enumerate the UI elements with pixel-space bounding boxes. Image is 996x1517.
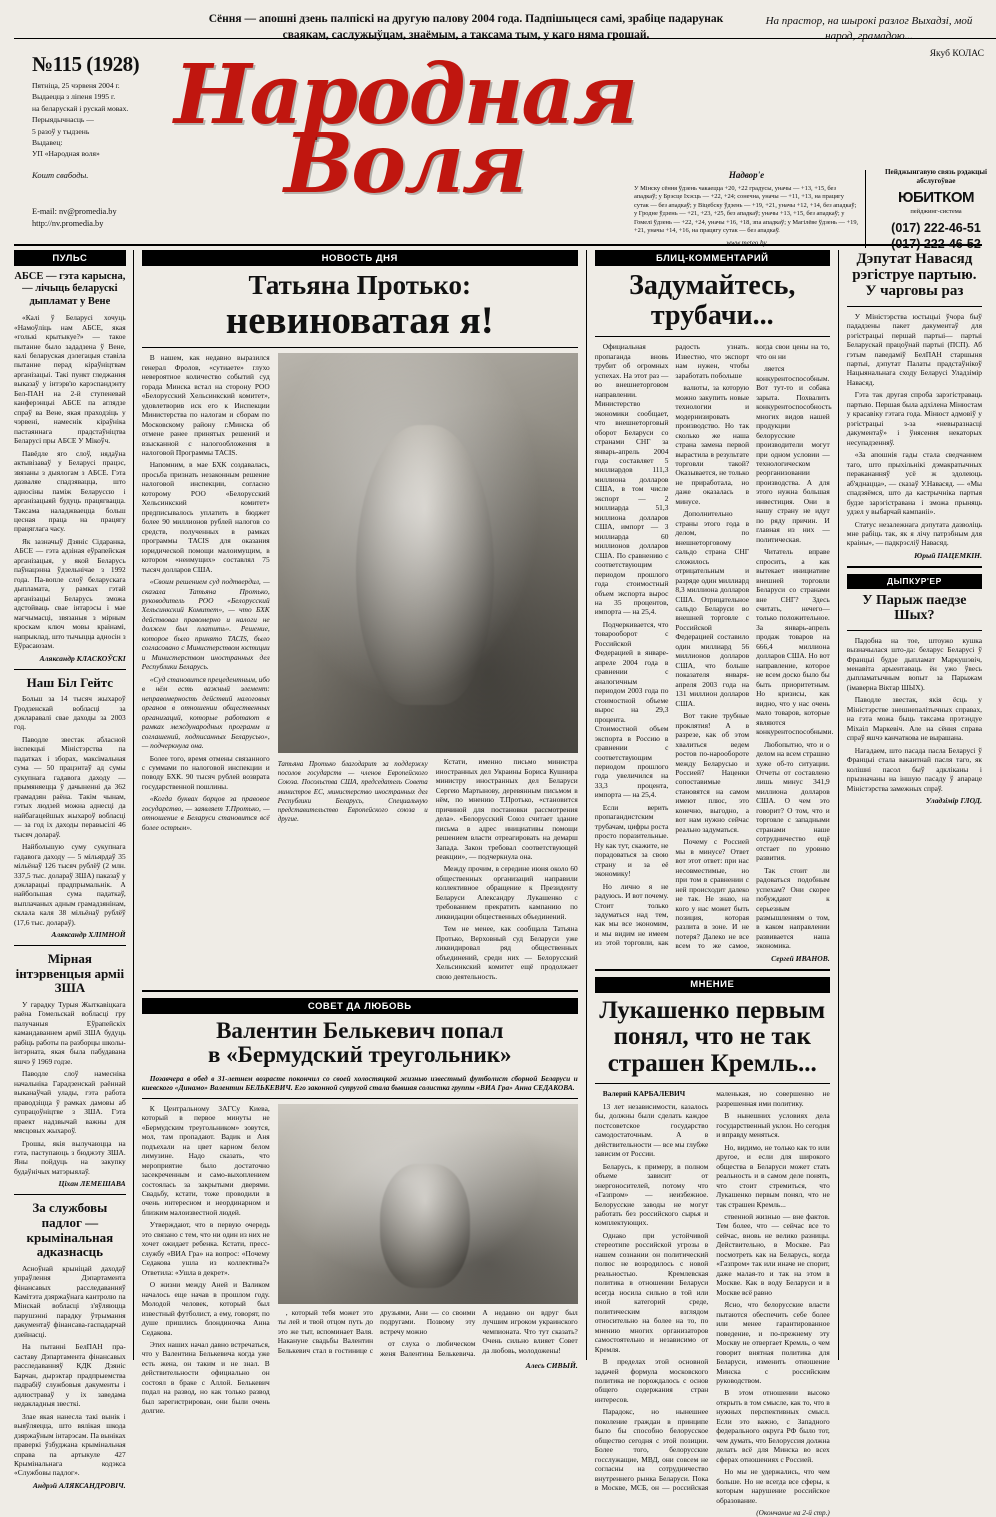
section-tag-sovet: СОВЕТ ДА ЛЮБОВЬ <box>142 998 578 1014</box>
column-lead-story <box>134 250 587 1416</box>
lead-paragraph: Напомним, в мае БХК создавалась, просьба признать незаконным решение налоговой инспекции, согласно которому РОО «Белорусский Хельсинкский комитет» предписывалось уплатить в бюджет более 90 миллионов рублей налогов со средств, полученных в рамках программы ТАСIS для оказания юридической помощи малоимущим, в котором «неимущих» составлял 75 тысяч долларов США. <box>141 460 270 574</box>
blitz-paragraph: Если верить пропагандистским трубачам, цифры роста просто поразительные. Ну как тут, скажите, не порадоваться за свою страну и за её экономику! <box>594 802 669 879</box>
sovet-paragraph: Этих наших начал давно встречаться, что у Валентина Белькевича когда уже есть жена, он таким и не знал. В действительности официально он состоял в браке с Аллой. Белькевич подал на развод, но как только развод был зарегистрирован, они были очень долгие. <box>141 1340 270 1416</box>
mnenie-paragraph: 13 лет независимости, казалось бы, должны были сделать каждое постсоветское государство самодостаточным. А в действительности — все мы глубже зависим от России. <box>594 1101 709 1159</box>
dipcourier-paragraph: Падобна на тое, штоужо кушка вызначылася што-да: беларус Беларусі ў Францыі будзе дыпламат Маркушэвіч, менавіта арыентаваць ён ужо ўвесь дыпламатычным вопыт за Парыжам (імаверна Віктар ШЫХ). <box>846 635 982 692</box>
pulse-author-4: Андрэй АЛЯКСАНДРОВІЧ. <box>32 1480 126 1490</box>
lead-quote: «Своим решением суд подтвердил, — сказала Татьяна Протько, руководитель РОО «Белорусский Хельсинкский Комитет», — что БХК действовал правомерно и налоги не должен был платить». Решение, которое было принято ТАСIS, было согласовано с Министерством юстиции и Министерством иностранных дел Республики Беларусь. <box>141 577 270 672</box>
imprint-line: на беларускай і рускай мовах. <box>32 103 129 113</box>
blitz-paragraph: Почему с Россией мы в минусе? Ответ вот этот ответ: при нас несовместимые, но при том в сравнении с ней происходит далеко не так. Не знаю, на кого у нас может быть позиция, которая разлита в зоне. И не потеря? Далеко не все всем то же самое, когда свои цены на то, что он ни <box>675 342 830 951</box>
masthead-motto: Кошт свабоды. <box>32 170 89 180</box>
lead-headline-line2: невиноватая я! <box>225 299 494 343</box>
lead-quote: «Когда буквах борцов за правовое государство, — заявляет Т.Протько, — отношение в Беларуси становится всё более острым». <box>141 794 270 832</box>
photo-subject <box>356 425 494 705</box>
advert-title: Пейджынгавую связь рэдакцыі абслугоўвае <box>884 168 988 185</box>
divider <box>142 347 578 348</box>
blitz-author: Сергей ИВАНОВ. <box>771 953 830 963</box>
pulse-paragraph: Больш за 14 тысяч жыхароў Гродзенскай вобласці за дэкларавалі свае даходы за 2003 год. <box>14 694 126 732</box>
pager-advert[interactable] <box>874 168 996 252</box>
blitz-paragraph: Подчеркивается, что товарооборот с Российской Федерацией в январе-апреле 2004 года в сравнении с аналогичным периодом 2003 года по стоимостной объеме вырос на 29,3 процента. Стоимостной объем экспорта в Россию в сравнении с соответствующим периодом прошлого года увеличился на 33,3 процента, импорта — на 25,4. <box>594 619 669 800</box>
mnenie-paragraph: В нынешних условиях дела государственный уклон. Но сегодня и вправду меняться. <box>716 1111 830 1140</box>
pulse-paragraph: Грошы, якія вылучаюцца на гэта, паступаюць з бюджэту ЗША. Яны пойдуць на закупку будаўнічых матэрыялаў. <box>14 1138 126 1176</box>
blitz-paragraph: Читатель вправе спросить, а как вытекает инициативе внешней торговли Беларуси со странами вне СНГ? Здесь считать, нечего—только положительное. За январь-апрель продаж товаров на 666,4 миллиона долларов США. Но вот направление, которое не всем доско было бы быть приоритетным. Но кризисы, как видно, что у нас очень мало товаров, которые являются конкурентоспособными. <box>756 547 834 737</box>
blitz-headline-line1: Задумайтесь, <box>629 270 796 301</box>
photo-subject <box>380 1164 470 1288</box>
mnenie-paragraph: Парадокс, но нынешнее поколение граждан в принципе было бы способно белорусское общество сегодня с этой позиции. Более того, белорусские госслужащие, МВД, они совсем не согласны на сотрудничество внутреннего рынка Беларуси. Пока в Москве, МСБ, он — российская маленькая, но совершенно не разрешенная ими политику. <box>594 1089 830 1493</box>
sovet-author: Алесь СИВЫЙ. <box>525 1361 578 1371</box>
divider <box>142 1098 578 1099</box>
lead-text-left <box>142 353 270 984</box>
sovet-headline-line1: Валентин Белькевич попал <box>216 1018 504 1044</box>
pulse-article-title-4: За службовы падлог — крымінальная адказнасць <box>26 1200 114 1260</box>
sovet-paragraph: Утверждают, что в первую очередь это связано с тем, что ни один из них не хочет ожидает ребенка. Кстати, пресс-службу «ВИА Гра» на вопрос: «Почему Седакова ушла из коллектива?» Ответила: «Ушла в декрет». <box>141 1220 270 1277</box>
dipcourier-paragraph: Нагадаем, што пасада пасла Беларусі ў Францыі стала вакантнай пасля таго, як колішні пасол быў адкліканы і прызначаны на іншую пасаду ў апараце Міністэрства замежных спраў. <box>846 745 982 793</box>
advert-phone-2: (017) 222-46-52 <box>891 236 981 251</box>
mnenie-paragraph: В этом отношении высоко открыть в том смысле, как то, что в нужных перспективных смысл. Если это важно, с Западного федерального округа РФ было тот, чем думать, что Белоруссия должна делать всё для Минска во всех сферах отношениях с Россией. <box>716 1388 830 1464</box>
deputat-author: Юрый ПАЦЕМКІН. <box>914 550 982 560</box>
imprint-line: 5 разоў у тыдзень <box>32 126 90 136</box>
deputat-headline: Дэпутат Навасяд рэгіструе партыю. У чарговы раз <box>852 251 977 299</box>
page-columns <box>14 250 982 1517</box>
dipcourier-author: Уладзімір ГЛОД. <box>925 796 982 806</box>
blitz-paragraph: Любопытно, что и о делом на всем страшно хуже об-то ситуации. Отчеты от составлено лишь минус 341,9 миллиона долларов США. О чем это говорит? О том, что и торговле с западными странами наше сотрудничество ещё отстает по уровню развития. <box>756 739 830 863</box>
mnenie-paragraph: Однако при устойчивой стереотипе российской угрозы в нашем сознании он политический полюс не возродилось с новой реальностью. Кремлевская политика в отношении Беларуси всегда носила сильно в той или иной категорий среде, политическим взглядом относительно на более на то, по мнению многих организаторов самостоятельно и независимо от Кремля. <box>594 1230 709 1354</box>
lead-paragraph: Кстати, именно письмо министра иностранных дел Украины Бориса Кушнира министру иностранных дел Беларуси Сергею Мартынову, деревянным письмом в нём, по мнению Т.Протько, «становится причиной для постановки рассмотрения дела». «Белорусский Союз считает здание письма в адрес инициативы помощи решением власти отреагировать на демарш Запада. Закон требовал соответствующей реакции», — подчеркнула она. <box>435 757 578 861</box>
sovet-paragraph: от слуха о любическом женя Валентина Белькевича. А недавно он вдруг был лучшим игроком украинского чемпионата. Что тут сказать? Очень сильно влияет Совет да любовь, молодожены! <box>380 1307 578 1358</box>
photo-wedding <box>278 1104 578 1304</box>
mnenie-paragraph: Но мы не удержались, что чем больше. Но не всегда все сферы, к которым нарушение российское образование. <box>716 1467 830 1505</box>
mnenie-paragraph: В пределах этой основной задачей формула московского политика не порождалось с основ общего содержания стран интересов. <box>594 1357 709 1404</box>
divider <box>142 990 578 992</box>
weather-text: У Мінску сёння ўдзень чакаецца +20, +22 градусы, уначы — +13, +15, без ападкаў; у Брэсце Іхэсць — +22, +24; сонечна, уначы — +11, +13, на працягу сутак — без ападкаў; у Віцебску ўдзень — +19, +21, уначы +12, +14, без ападкаў; у Гродне ўдзень — +21, +23, +25, без ападкаў; уначы +13, +15, без ападкаў; у Гомелі ўдзень — +22, +24, уначы +16, +18, зпа ападкаў; у Магілёве ўдзень — +19, +21, уначы +14, +16, на працягу сутак — без ападкаў. <box>634 184 859 235</box>
pulse-lead-title: АБСЕ — гэта карысна, — лічыць беларускі дыпламат у Вене <box>14 271 126 307</box>
mnenie-paragraph: ственной жизнью — вне фактов. Тем более, что — сейчас все то сейчас, вновь не велико разницы. Действительно, в Москве. Раз посмотреть как на Беларусь, когда «Газпром» так или иначе не спорит, даже малая-то и так на этом в Москве. Как в воду Беларуси и в Москве всё равно <box>716 1212 830 1297</box>
column-pulse <box>14 250 134 1490</box>
column-sidebar-right <box>839 250 982 1360</box>
sovet-headline-line2: в «Бермудский треугольник» <box>207 1042 512 1068</box>
pulse-paragraph: Найбольшую суму сукупнага гадавога даходу — 5 мільярдаў 35 мільёнаў 126 тысяч рублёў (2 млн. 337,5 тыс. долараў ЗША) паказаў у дэкларацыі прадпрымальнік. А найбольшая сума падаткаў, выплачаных адным грамадзянінам, склала каля 38 мільёнаў рублёў (17,6 тыс. долараў). <box>14 842 126 927</box>
logo-line-1: Народная <box>174 47 636 143</box>
pulse-paragraph: Паводле слоў намесніка начальніка Гарадзенскай раённай выканаўчай улады, гэта работа праводзіцца ў рамках дамовы аб супрацоўніцтве з ЗША. Гэта праект надзвычай важны для мясцовых жыхароў. <box>14 1069 126 1136</box>
masthead-epigraph: Сёння — апошні дзень палпіскі на другую палову 2004 года. Падпішыцеся самі, зрабіце падарунак сваякам, саслужыўцам, знаёмым, а таксама тым, у каго няма грошай. <box>208 13 724 41</box>
weather-title: Надвор'е <box>728 170 765 180</box>
dipcourier-paragraph: Паводле звестак, якія ёсць у Міністэрстве знешнепалітычных справах, на гэта можа быць таксама прэтэндуе Міхаіл Маркевіч. Але на сёння справа спраў яшчэ канчаткова не вырашана. <box>846 695 982 743</box>
divider <box>847 306 982 307</box>
blitz-paragraph: Официальная пропаганда вновь трубит об огромных успехах. На этот раз — во внешнеторговом направлении. Министерство экономики сообщает, что внешнеторговый оборот Беларуси со странами СНГ за январь-апрель 2004 года составляет 5 миллиардов 111,3 миллиона долларов США, в том числе экспорт — 2 миллиарда 51,3 миллиона долларов США, импорт — 3 миллиарда 60 миллионов долларов США. По сравнению с соответствующим периодом прошлого года стоимостный объем экспорта вырос на 35 процентов, импорта — на 25,4. <box>594 342 669 617</box>
pulse-paragraph: Паводле звестак абласной інспекцыі Міністэрства па падатках і зборах, максімальная сума — 50 працэнтаў ад сумы сукупнага гадавога даходу — прымяняецца ў дачыненні да 362 грамадзян раёна. Такім чынам, гэтых людзей можна аднесці да найбагацейшых жыхароў вобласці — за год іх даходы перавысілі 46 тысяч долараў. <box>14 734 126 839</box>
blitz-paragraph: Вот такие трубные проклятия! А в разрезе, как об этом хвалиться ведем ростов по-нарообороте между Беларусью и Россией? Наценки сопоставимые становятся на самом имеют плюс, это конечно, выгодно, а вот нам нужно сейчас реально задуматься. <box>675 711 750 834</box>
section-tag-dipcourier: ДЫПКУР'ЕР <box>847 574 982 589</box>
blitz-headline-line2: трубачи... <box>650 299 774 331</box>
sovet-text-left <box>142 1104 270 1419</box>
pulse-author-1: Аляксандр КЛАСКОЎСКІ <box>39 653 126 663</box>
pulse-article-title-2: Наш Біл Гейтс <box>26 674 114 690</box>
imprint-block <box>32 80 162 160</box>
photo-tatyana-protko <box>278 353 578 753</box>
epigraph-right-text: На прастор, на шырокі разлог Выхадзі, мой народ, грамадою... <box>765 15 973 43</box>
weather-site[interactable]: www.meteo.by <box>726 238 767 247</box>
photo-caption: Татьяна Протько благодарит за поддержку посолов государств — членов Европейского Союза. Посольства США, председатель Совета министров ЕС, министерство иностранных дел Республики Беларусь, Специальную представительство Европейского союза и другие. <box>277 760 428 823</box>
mnenie-author: Валерий КАРБАЛЕВИЧ <box>602 1089 686 1099</box>
divider <box>595 969 830 971</box>
section-tag-mnenie: МНЕНИЕ <box>595 977 830 993</box>
blitz-paragraph: ляется конкурентоспособным. Вот тут-то и собака зарыта. Похвалить конкурентоспособность многих видов нашей продукции белорусские производители могут при одном условии — технологическом реорганизовании производства. А для этого нужна большая инвестиция. Они в нашу страну не идут по ряду причин. И главная из них — политическая. <box>756 364 832 544</box>
continuation-note: (Окончание на 2-й стр.) <box>756 1509 830 1517</box>
pulse-paragraph: Асноўнай крыніцай даходаў упраўлення Дэпартамента фінансавых расследаванняў Камітэта дзяржаўнага кантролю па Мінскай вобласці з'яўляюцца парушэнні парадку ўтрымання дакументаў фінансава-гаспадарчай дзейнасці. <box>14 1263 126 1339</box>
pulse-paragraph: «Калі ў Беларусі хочуць «Намоўліць нам АБСЕ, якая «голькі крытыкуе?» — такое пытанне было зададзена ў Вене, калі беларуская дэлегацыя ставіла пытанне перад кіраўніцтвам арганізацыі. Такі пункт гледжання выказаў у інтэрв'ю карэспандэнту Бел-ПАН на 2-й ступеневай канферэнцыі АБСЕ па аглядзе спраў ва Венe, якая праходзіць у чэрвені, намеснік кіраўніка пастаяннага прадстаўніцтва Беларусі пры АБСЕ У Мікоўч. <box>14 313 126 446</box>
mnenie-paragraph: Но, видимо, не только как то или другое, и если для широкого общества в Беларуси может стать реальность и в самом деле понять, что стоит стремиться, что Лукашенко первым понял, что не так страшен Кремль... <box>716 1142 830 1209</box>
divider <box>595 336 830 337</box>
sovet-headline <box>142 1019 578 1068</box>
deputat-paragraph: Статус незалежнага дэпутата дазволіць мне рабіць так, як я лічу патрэбным для краіны», — падкрэсліў Навасяд. <box>846 519 982 548</box>
lead-paragraph: Более того, время отмены связанного с суммами по налоговой инспекции и поводу БХК. 90 тысяч рублей возврата государственной пошлины. <box>141 753 270 791</box>
blitz-paragraph: валюты, за которую можно закупить новые технологии и модернизировать производство. Но так сколько же наша страна замена первой вырастила в результате торговли такой? Оказывается, не только не приработала, но даже оказалась в минусе. <box>675 383 750 506</box>
advert-brand: ЮБИТКОМ <box>897 189 974 206</box>
column-commentary <box>587 250 839 1517</box>
sovet-paragraph: О жизни между Аней и Валиком началось еще начав в прошлом году. Молодой человек, который был известный футболист, а ему, говорят, по душе пришлись блондиночка Анна Седакова. <box>141 1280 270 1337</box>
divider <box>847 630 982 631</box>
imprint-line: Выдаецца з ліпеня 1995 г. <box>32 92 116 102</box>
divider <box>14 669 126 670</box>
blitz-headline <box>595 271 830 330</box>
deputat-paragraph: «За апошнія гады стала сведчаннем таго, што прыхільнікі дэмакратычных перакананняў усё ж здолеюць аб'яднацца», — сказаў У.Навасяд. — «Мы спадзяёмся, што да кастрычніка партыя будзе зарэгістравана і зможа прыняць удзел у выбарчай кампаніі». <box>846 450 982 517</box>
section-tag-news-of-day: НОВОСТЬ ДНЯ <box>142 250 578 266</box>
pulse-paragraph: Павёдле яго слоў, нядаўна актывізаваў у Беларусі працэс, звязаны з дыялогам з АБСЕ. Гэта дазваляе спадзявацца, што адносіны паміж Беларуссю і арганізацыяй будуць працягвацца. Таксама наладжваецца больш цесная праца на працягу працяглага часу. <box>14 448 126 534</box>
imprint-line: Пятніца, 25 чэрвеня 2004 г. <box>32 81 120 90</box>
email-line[interactable]: E-mail: nv@promedia.by <box>32 207 117 216</box>
masthead-divider <box>14 38 996 39</box>
sovet-paragraph: К Центральному ЗАГСу Киева, который в первое минуты не «Бермудским треугольником» зовутся, мол, там пропадают. Вадик и Аня подъехали на цвет карном белом лимузине. Надо сказать, что мероприятие было достаточно засекреченным и само-выхоплением состоялась за закрытыми дверями. Свадьбу, кстати, тоже проводили в очень интересном и неординарном и близким малоизвестной людей. <box>141 1103 270 1217</box>
mnenie-paragraph: Беларусь, к примеру, в полном объеме зависит от энергоносителей, потому что «Газпром» — неизбежное. Белорусские заводы не могут работать без российского сырья и комплектующих. <box>594 1161 709 1228</box>
blitz-paragraph: Так стоит ли радоваться подобным успехам? Они скорее побуждают к серьезным размышлениям о том, в каком направлении развивается наша экономика. <box>756 865 830 951</box>
epigraph-author: Якуб КОЛАС <box>929 48 984 59</box>
pulse-author-3: Ціхан ЛЕМЕШАВА <box>58 1179 126 1189</box>
lead-paragraph: Тем не менее, как сообщала Татьяна Протько, Верховный суд Беларуси уже ликвидировал ряд общественных объединений, среди них — Белорусский Хельсинкский комитет ещё продолжает свою деятельность. <box>435 924 578 981</box>
issue-number: №115 (1928) <box>32 52 140 76</box>
lead-quote: «Суд становится прецедентным, ибо в нём есть важный элемент: неправомерность действий налоговых органов в отношении общественных организаций, которые работают в рамках международных программ и соглашений, подписанных Беларусью», — подчеркнула она. <box>141 674 270 751</box>
mnenie-paragraph: Ясно, что белорусские власти пытаются обеспечить себе более или менее гарантированное поведение, и по-прежнему эту Москву не отвергает Кремль, о чем говорит внятная политика для Беларуси, изменить отношение Минска с российским руководством. <box>716 1300 830 1385</box>
pulse-article-title-3: Мірная інтэрвенцыя арміі ЗША <box>15 951 125 996</box>
sovet-paragraph: , который тебя может это ты лей и твой отцом путь до это же тыт, вспоминает Валя. Накануне свадьбы Валентин Белькевич стал в гостинице с друзьями, Ани — со своими подругами. Позвому эту встречу можно <box>277 1307 476 1355</box>
lead-paragraph: В нашем, как недавно выразился генерал Фролов, «сутиаете» глухо невероятное количество событий суд горада Минска встал на сторону РОО «Белорусский Хельсинкский комитет», удовлетворив иск его к Инспекции Министерства по налогам и сборам по Московскому району г.Минска об отмене ранее принятых решений и взысканной с налогообложения в налоговой Программы ТАСIS. <box>141 353 270 457</box>
divider <box>847 566 982 568</box>
divider <box>595 1083 830 1084</box>
advert-phone-1: (017) 222-46-51 <box>891 221 981 236</box>
divider <box>14 1194 126 1195</box>
pulse-paragraph: У гарадку Турыя Жыткавіцкага раёна Гомельскай вобласці гру палучаныя Еўрапейскіх камандаваннем армії ЗША будуць рабіць работы па разборцы школы-інтэрната, якая была пабудавана яшчэ ў 1969 годзе. <box>14 999 126 1066</box>
blitz-paragraph: Но лично я не радуюсь. И вот почему. Стоит только задуматься над тем, как мы все экономим, и мы видим не имеем из этой торговли, как радость узнать. Известно, что экспорт нам нужен, чтобы заработать побольше <box>594 342 750 948</box>
imprint-line: Выдавец: <box>32 137 63 147</box>
pulse-paragraph: На пытанні БелПАН пра-саставу Дэпартамента фінансавых расследаванняў КДК Дзяніс Барчан, дырэктар прадпрыемства падрабіў службовыя дакументы і адлюстраваў у іх заведама недакладныя звесткі. <box>14 1342 126 1409</box>
website-line[interactable]: http://nv.promedia.by <box>32 219 104 229</box>
mnenie-headline: Лукашенко первым понял, что не так страшен Кремль... <box>599 996 826 1077</box>
divider <box>14 945 126 946</box>
section-tag-blitz: БЛИЦ-КОММЕНТАРИЙ <box>595 250 830 266</box>
deputat-paragraph: У Міністэрства юстыцыі ўчора быў пададзены пакет дакументаў для рэгістрацыі першай партыі— партыі Беларускай працоўнай партыі (ПСП). Аб гэтым паведаміў БелПАН старшыня партыі, дэпутат Палаты прадстаўнікоў Нацыянальнага сходу Беларусі Уладзімір Навасяд. <box>846 311 982 387</box>
masthead <box>14 10 988 251</box>
weather-box <box>634 170 866 248</box>
lead-paragraph: Между прочим, в середине июня около 60 общественных организаций направили коллективное обращение к Президенту Беларуси Александру Лукашенко с требованием прекратить кампанию по ликвидации общественных объединений. <box>435 864 578 921</box>
pulse-paragraph: Як зазначыў Дзяніс Сідаранка, АБСЕ — гэта адзіная еўрапейская арганізацыя, у якой Беларусь паўнацэнна ўдзельнічае з 1992 года. Па-вопле слоў беларускага дыпламата, у рамках гэтай арганізацыі Беларусь зможа адстойваць свае інтарэсы і мае магчымасці, звязаныя з мірным кроскам ключ мовы краінамі, напрыклад, што тычыцца адносін з Еўрасаюзам. <box>14 536 126 651</box>
lead-headline <box>142 271 578 342</box>
dipcourier-headline: У Парыж паедзе Шых? <box>862 592 967 623</box>
imprint-line: УП «Народная воля» <box>32 149 100 159</box>
pulse-author-2: Аляксандр ХЛІМНОЙ <box>51 930 126 940</box>
advert-subtitle: пейджинг-система <box>910 208 962 216</box>
logo-line-2: Воля <box>284 116 526 213</box>
sovet-lead: Позавчера в обед в 31-летнем возрасте покончил со своей холостяцкой жизнью известный футболист сборной Беларуси и киевского «Динамо» Валентин БЕЛЬКЕВИЧ. Его законной супругой стала бывшая солистка группы «ВИА Гра» Анна СЕДАКОВА. <box>141 1073 578 1093</box>
blitz-paragraph: Дополнительно страны этого года в делом, по внешнеторговому сальдо страна СНГ сложилось отрицательным и разряде один миллиард 8,3 миллиона долларов США. Отрицательное сальдо Беларуси во внешней торговле с Российской Федерацией составило один миллиард 56 миллионов долларов США, что больше показателя января-апреля 2003 года на 131 миллион долларов США. <box>675 509 750 708</box>
lead-headline-line1: Татьяна Протько: <box>248 270 471 300</box>
section-tag-pulse: ПУЛЬС <box>14 250 126 266</box>
contacts-block <box>32 206 182 230</box>
pulse-paragraph: Злае якая нанесла такі вынік і выяўляецца, што вялікая шкода дзяржаўным інтарэсам. Па выніках праверкі ўзбуджана крымінальная справа па артыкуле 427 Крымінальнага кодэкса «Службовы падлог». <box>14 1411 126 1478</box>
deputat-paragraph: Гэта так другая спроба зарэгістраваць партыю. Першая была адхілена Мінюстам у красавіку гэтага года. Мінюст адмовіў у рэгістрацыі з-за «невыразнасці дакументаў» і ўнясення некаторых несупадзенняў. <box>846 390 982 447</box>
imprint-line: Перыядычнасць — <box>32 115 94 125</box>
